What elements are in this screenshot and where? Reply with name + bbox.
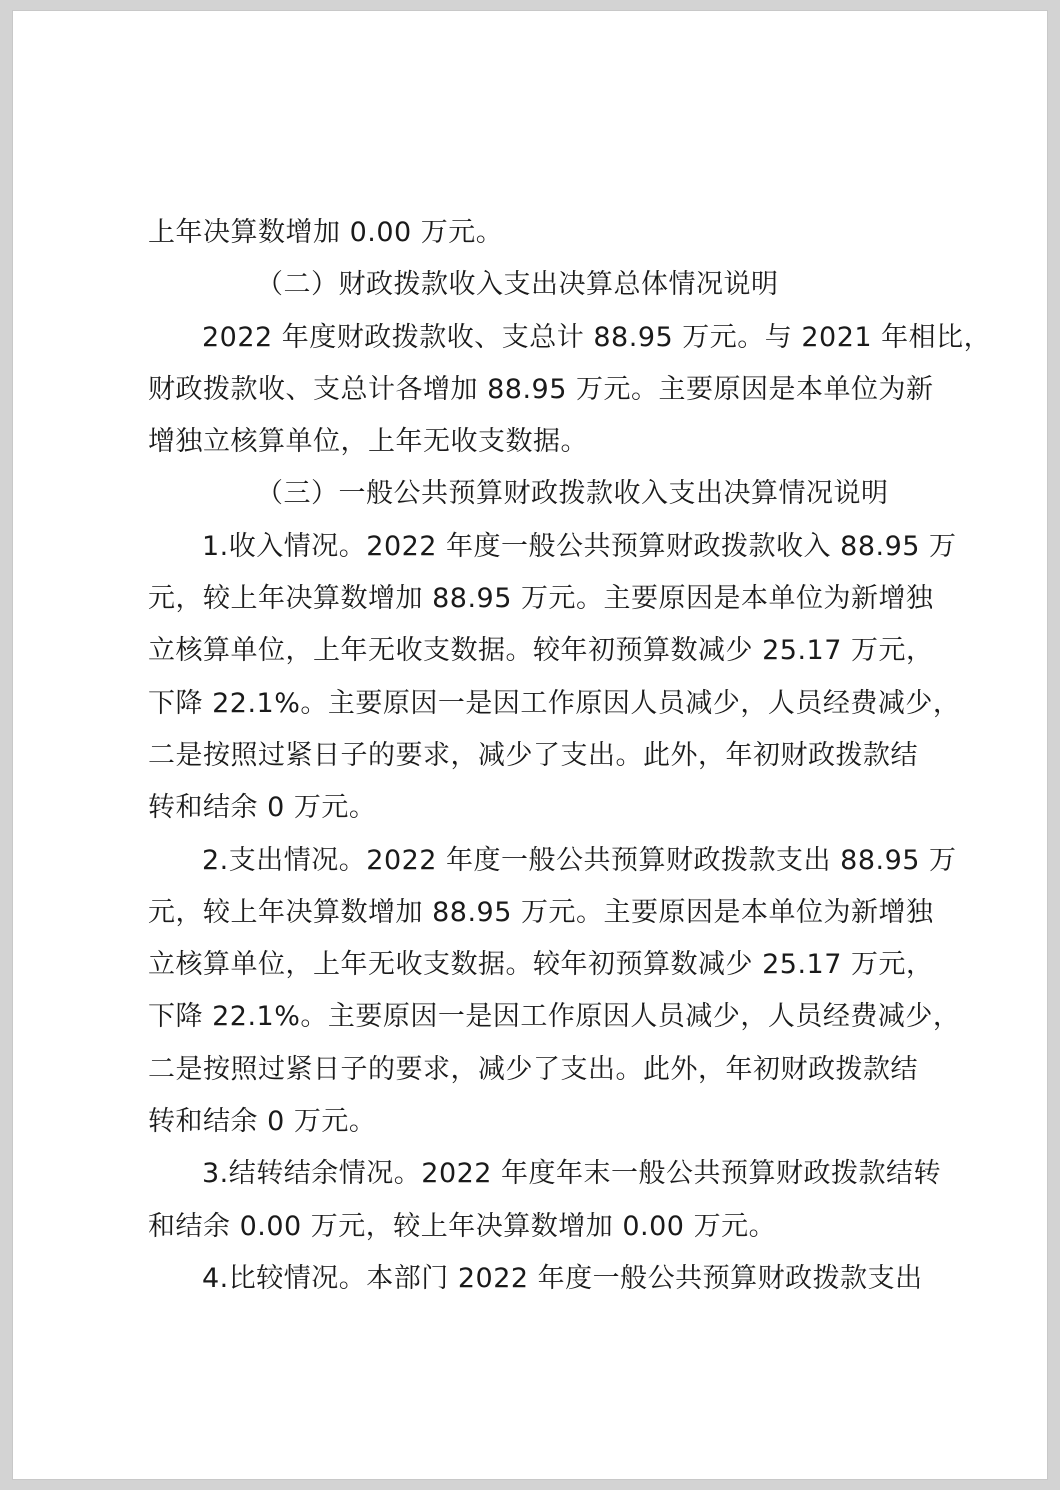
- text-line: 立核算单位，上年无收支数据。较年初预算数减少 25.17 万元，: [148, 635, 934, 667]
- paragraph-continuation: [148, 207, 918, 259]
- text-line: 上年决算数增加 0.00 万元。: [148, 217, 504, 248]
- text-line: 和结余 0.00 万元，较上年决算数增加 0.00 万元。: [148, 1210, 777, 1242]
- section-heading-3: [148, 468, 918, 520]
- text-line: 2.支出情况。2022 年度一般公共预算财政拨款支出 88.95 万: [202, 844, 957, 876]
- text-line: 3.结转结余情况。2022 年度年末一般公共预算财政拨款结转: [202, 1158, 942, 1190]
- text-line: 财政拨款收、支总计各增加 88.95 万元。主要原因是本单位为新: [148, 373, 934, 405]
- text-line: 增独立核算单位，上年无收支数据。: [148, 426, 588, 458]
- text-line: 下降 22.1%。主要原因一是因工作原因人员减少，人员经费减少，: [148, 1001, 961, 1033]
- heading-text: （二）财政拨款收入支出决算总体情况说明: [256, 269, 779, 301]
- text-line: 元，较上年决算数增加 88.95 万元。主要原因是本单位为新增独: [148, 583, 934, 615]
- text-line: 4.比较情况。本部门 2022 年度一般公共预算财政拨款支出: [202, 1262, 923, 1294]
- document-body: [148, 207, 992, 1305]
- paragraph-income: [148, 521, 961, 835]
- section-heading-2: [148, 259, 918, 311]
- paragraph-comparison: [148, 1253, 923, 1305]
- text-line: 转和结余 0 万元。: [148, 792, 377, 824]
- paragraph-expenditure: [148, 835, 961, 1149]
- text-line: 1.收入情况。2022 年度一般公共预算财政拨款收入 88.95 万: [202, 530, 957, 562]
- text-line: 下降 22.1%。主要原因一是因工作原因人员减少，人员经费减少，: [148, 687, 961, 719]
- document-page: [12, 10, 1048, 1480]
- paragraph-carryover: [148, 1148, 942, 1253]
- text-line: 立核算单位，上年无收支数据。较年初预算数减少 25.17 万元，: [148, 949, 934, 981]
- text-line: 2022 年度财政拨款收、支总计 88.95 万元。与 2021 年相比，: [202, 321, 992, 353]
- text-line: 二是按照过紧日子的要求，减少了支出。此外，年初财政拨款结: [148, 1053, 918, 1085]
- text-line: 元，较上年决算数增加 88.95 万元。主要原因是本单位为新增独: [148, 896, 934, 928]
- text-line: 二是按照过紧日子的要求，减少了支出。此外，年初财政拨款结: [148, 739, 918, 771]
- paragraph-fiscal-summary: [148, 312, 992, 469]
- text-line: 转和结余 0 万元。: [148, 1106, 377, 1138]
- heading-text: （三）一般公共预算财政拨款收入支出决算情况说明: [256, 478, 889, 510]
